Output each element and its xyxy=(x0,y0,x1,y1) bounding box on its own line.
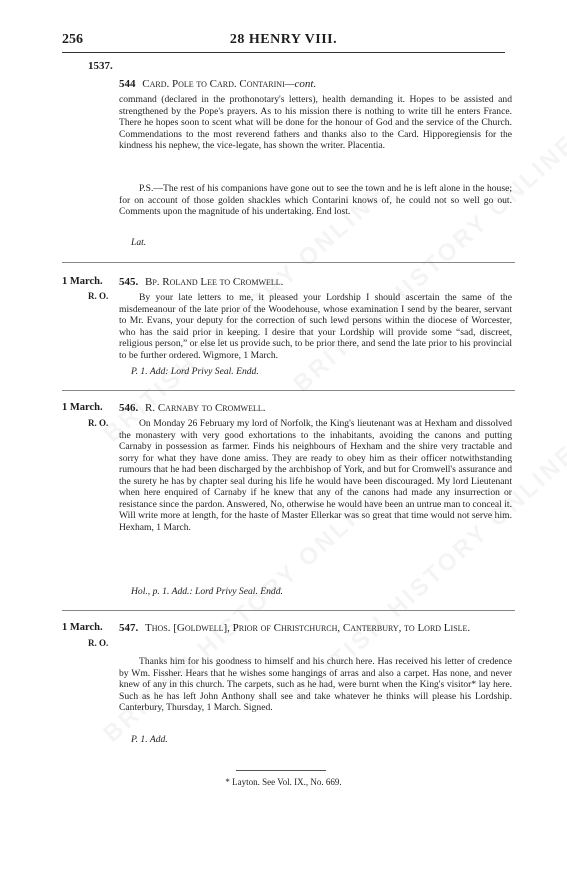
year-label: 1537. xyxy=(88,60,113,72)
entry-paragraph: On Monday 26 February my lord of Norfolk, the King's lieutenant was at Hexham and dissolved the monastery with very good exhortations to the inhabitants, avoiding the canons and putting Carnaby in possession as farmer. Finds his neighbours of Hexham and the shire very tractable and sorry for what they have done amiss. They are ready to obey him as their officer notwithstanding rumours that he had been discharged by the archbishop of York, and but for Cromwell's assurance and the surety he has by chapter seal during his life he would have been discouraged. My lord Lieutenant when here enquired of Carnaby if he knew that any of the canons had made any insurrection or resistance since the pardon. Answered, No, otherwise he would have been an untrue man to conceal it. Will write more at length, for the haste of Master Ellerkar was so great that time would not serve him. Hexham, 1 March. xyxy=(119,418,512,533)
entry-footer: Lat. xyxy=(131,237,147,248)
entry-footer: P. 1. Add. xyxy=(131,734,168,745)
entry-source: R. O. xyxy=(88,291,109,301)
entry-heading xyxy=(119,402,512,415)
entry-title-suffix: —cont. xyxy=(284,78,317,90)
entry-paragraph: P.S.—The rest of his companions have gone out to see the town and he is left alone in the house; for on account of those golden shackles which Contarini knows of, he could not so well go out. Comments upon the magnitude of his undertaking. End lost. xyxy=(119,183,512,217)
entry-date: 1 March. xyxy=(62,402,103,413)
entry-title: R. Carnaby to Cromwell. xyxy=(145,402,266,414)
entry-source: R. O. xyxy=(88,638,109,648)
entry-heading xyxy=(119,276,512,289)
entry-title: Card. Pole to Card. Contarini xyxy=(142,78,285,90)
entry-date: 1 March. xyxy=(62,622,103,633)
header-rule xyxy=(62,52,505,53)
entry-heading xyxy=(119,78,512,91)
entry-number: 544 xyxy=(119,78,136,90)
entry-number: 547. xyxy=(119,622,139,634)
entry-source: R. O. xyxy=(88,418,109,428)
entry-paragraph: Thanks him for his goodness to himself and his church here. Has received his letter of credence by Wm. Fissher. Hears that he wishes some hangings of arras and also a carpet. Has none, and never knew of any in this church. The carpets, such as he had, were burnt when the King's visitor* lay here. Such as he has left John Anthony shall see and take whatever he thinks will please his Lordship. Canterbury, Thursday, 1 March. Signed. xyxy=(119,656,512,713)
entry-separator xyxy=(62,390,515,391)
entry-number: 546. xyxy=(119,402,139,414)
entry-separator xyxy=(62,610,515,611)
entry-paragraph: command (declared in the prothonotary's letters), health demanding it. Hopes to be assisted and strengthened by the Pope's prayers. As to his mission there is nothing to write till he enters France. There he hopes soon to scent what will be done for the honour of God and the service of the Church. Commendations to the most reverend fathers and thanks also to the Card. Hipporegiensis for the kindness his nephew, the vice-legate, has shown the writer. Placentia. xyxy=(119,94,512,151)
running-title: 28 HENRY VIII. xyxy=(229,32,338,47)
page-number: 256 xyxy=(62,32,83,47)
entry-date: 1 March. xyxy=(62,276,103,287)
entry-title: Thos. [Goldwell], Prior of Christchurch, Canterbury, to Lord Lisle. xyxy=(145,622,471,634)
entry-footer: Hol., p. 1. Add.: Lord Privy Seal. Endd. xyxy=(131,586,283,597)
entry-title: Bp. Roland Lee to Cromwell. xyxy=(145,276,284,288)
footnote: * Layton. See Vol. IX., No. 669. xyxy=(225,777,342,787)
entry-paragraph: By your late letters to me, it pleased your Lordship I should ascertain the same of the misdemeanour of the late prior of the Woodehouse, whose examination I send by the bearer, servant to Mr. Evans, your deputy for the correction of such lewd persons within the diocese of Worcester, who has the said prior in keeping. I desire that your Lordship will provide some “sad, discreet, religious person,” or else let us provide such, to be prior there, and send the late prior to his provincial to be further ordered. Wigmore, 1 March. xyxy=(119,292,512,361)
entry-separator xyxy=(62,262,515,263)
entry-heading xyxy=(119,622,499,635)
entry-number: 545. xyxy=(119,276,139,288)
entry-footer: P. 1. Add: Lord Privy Seal. Endd. xyxy=(131,366,259,377)
footnote-rule xyxy=(236,770,326,771)
